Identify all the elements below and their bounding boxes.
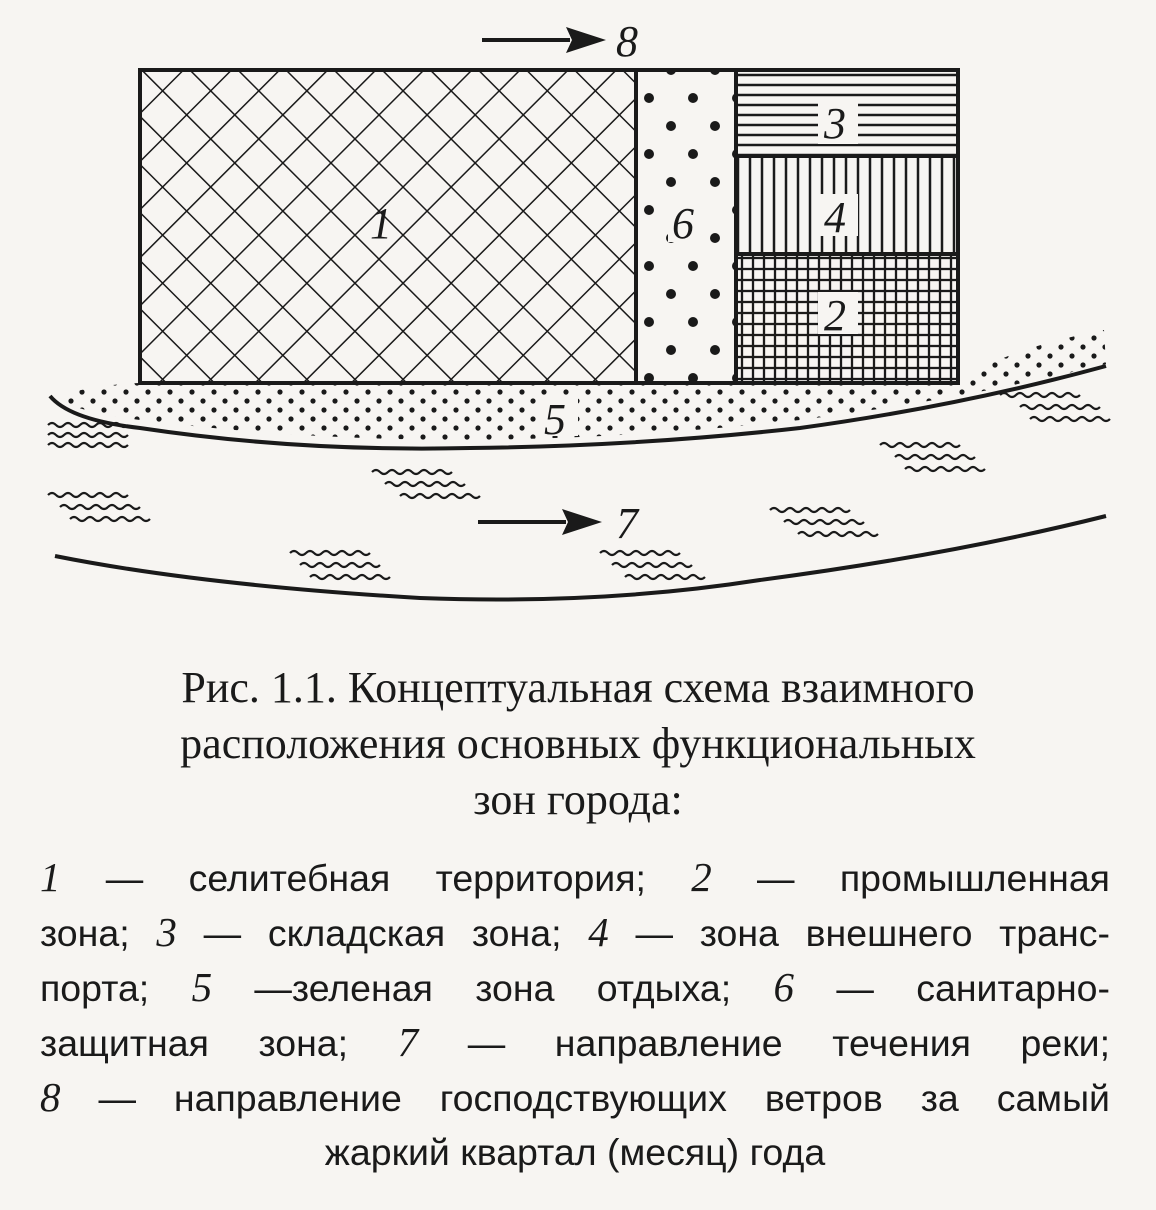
- legend-text: защитная зона;: [40, 1022, 349, 1064]
- caption-line: зон города:: [473, 775, 683, 824]
- zone-7-label: 7: [616, 499, 638, 548]
- legend-text: складская зона;: [267, 912, 562, 954]
- zone-5-label: 5: [544, 395, 566, 444]
- legend-text: порта;: [40, 967, 150, 1009]
- legend-num: 3: [156, 909, 177, 955]
- legend-text: —зеленая зона отдыха;: [254, 967, 732, 1009]
- legend-text: жаркий квартал (месяц) года: [324, 1131, 826, 1173]
- zone-2-label: 2: [824, 291, 846, 340]
- wind-arrow: [482, 27, 606, 53]
- legend-text: зона;: [40, 912, 130, 954]
- legend-num: 8: [40, 1074, 61, 1120]
- legend-text: санитарно-: [916, 967, 1110, 1009]
- caption-line: Рис. 1.1. Концептуальная схема взаимного: [181, 663, 975, 712]
- legend-text: селитебная территория;: [188, 857, 646, 899]
- caption-line: расположения основных функциональных: [180, 719, 976, 768]
- legend-text: направление течения реки;: [554, 1022, 1110, 1064]
- zone-6-label: 6: [672, 199, 694, 248]
- figure-caption: [40, 660, 1116, 828]
- legend-num: 1: [40, 854, 61, 900]
- figure-legend: 1 — селитебная территория; 2 — промышленная зона; 3 — складская зона; 4 — зона внешнего транс- порта; 5 —зеленая зона отдыха; 6 — санитарно- защитная зона; 7 — направление течения реки; 8 — направление господствующих ветров за самый жаркий квартал (месяц) года: [40, 854, 1111, 1173]
- legend-num: 7: [397, 1019, 419, 1065]
- zone-4-label: 4: [824, 193, 846, 242]
- river-current-arrow: [478, 509, 602, 535]
- legend-num: 6: [773, 964, 795, 1010]
- zone-1-label: 1: [370, 199, 392, 248]
- legend-num: 5: [191, 964, 213, 1010]
- legend-text: промышленная: [839, 857, 1110, 899]
- legend-num: 4: [588, 909, 609, 955]
- legend-text: зона внешнего транс-: [699, 912, 1111, 954]
- zone-3-label: 3: [824, 99, 846, 148]
- zone-8-label: 8: [616, 17, 638, 66]
- legend-num: 2: [691, 854, 712, 900]
- legend-text: направление господствующих ветров за самый: [173, 1077, 1110, 1119]
